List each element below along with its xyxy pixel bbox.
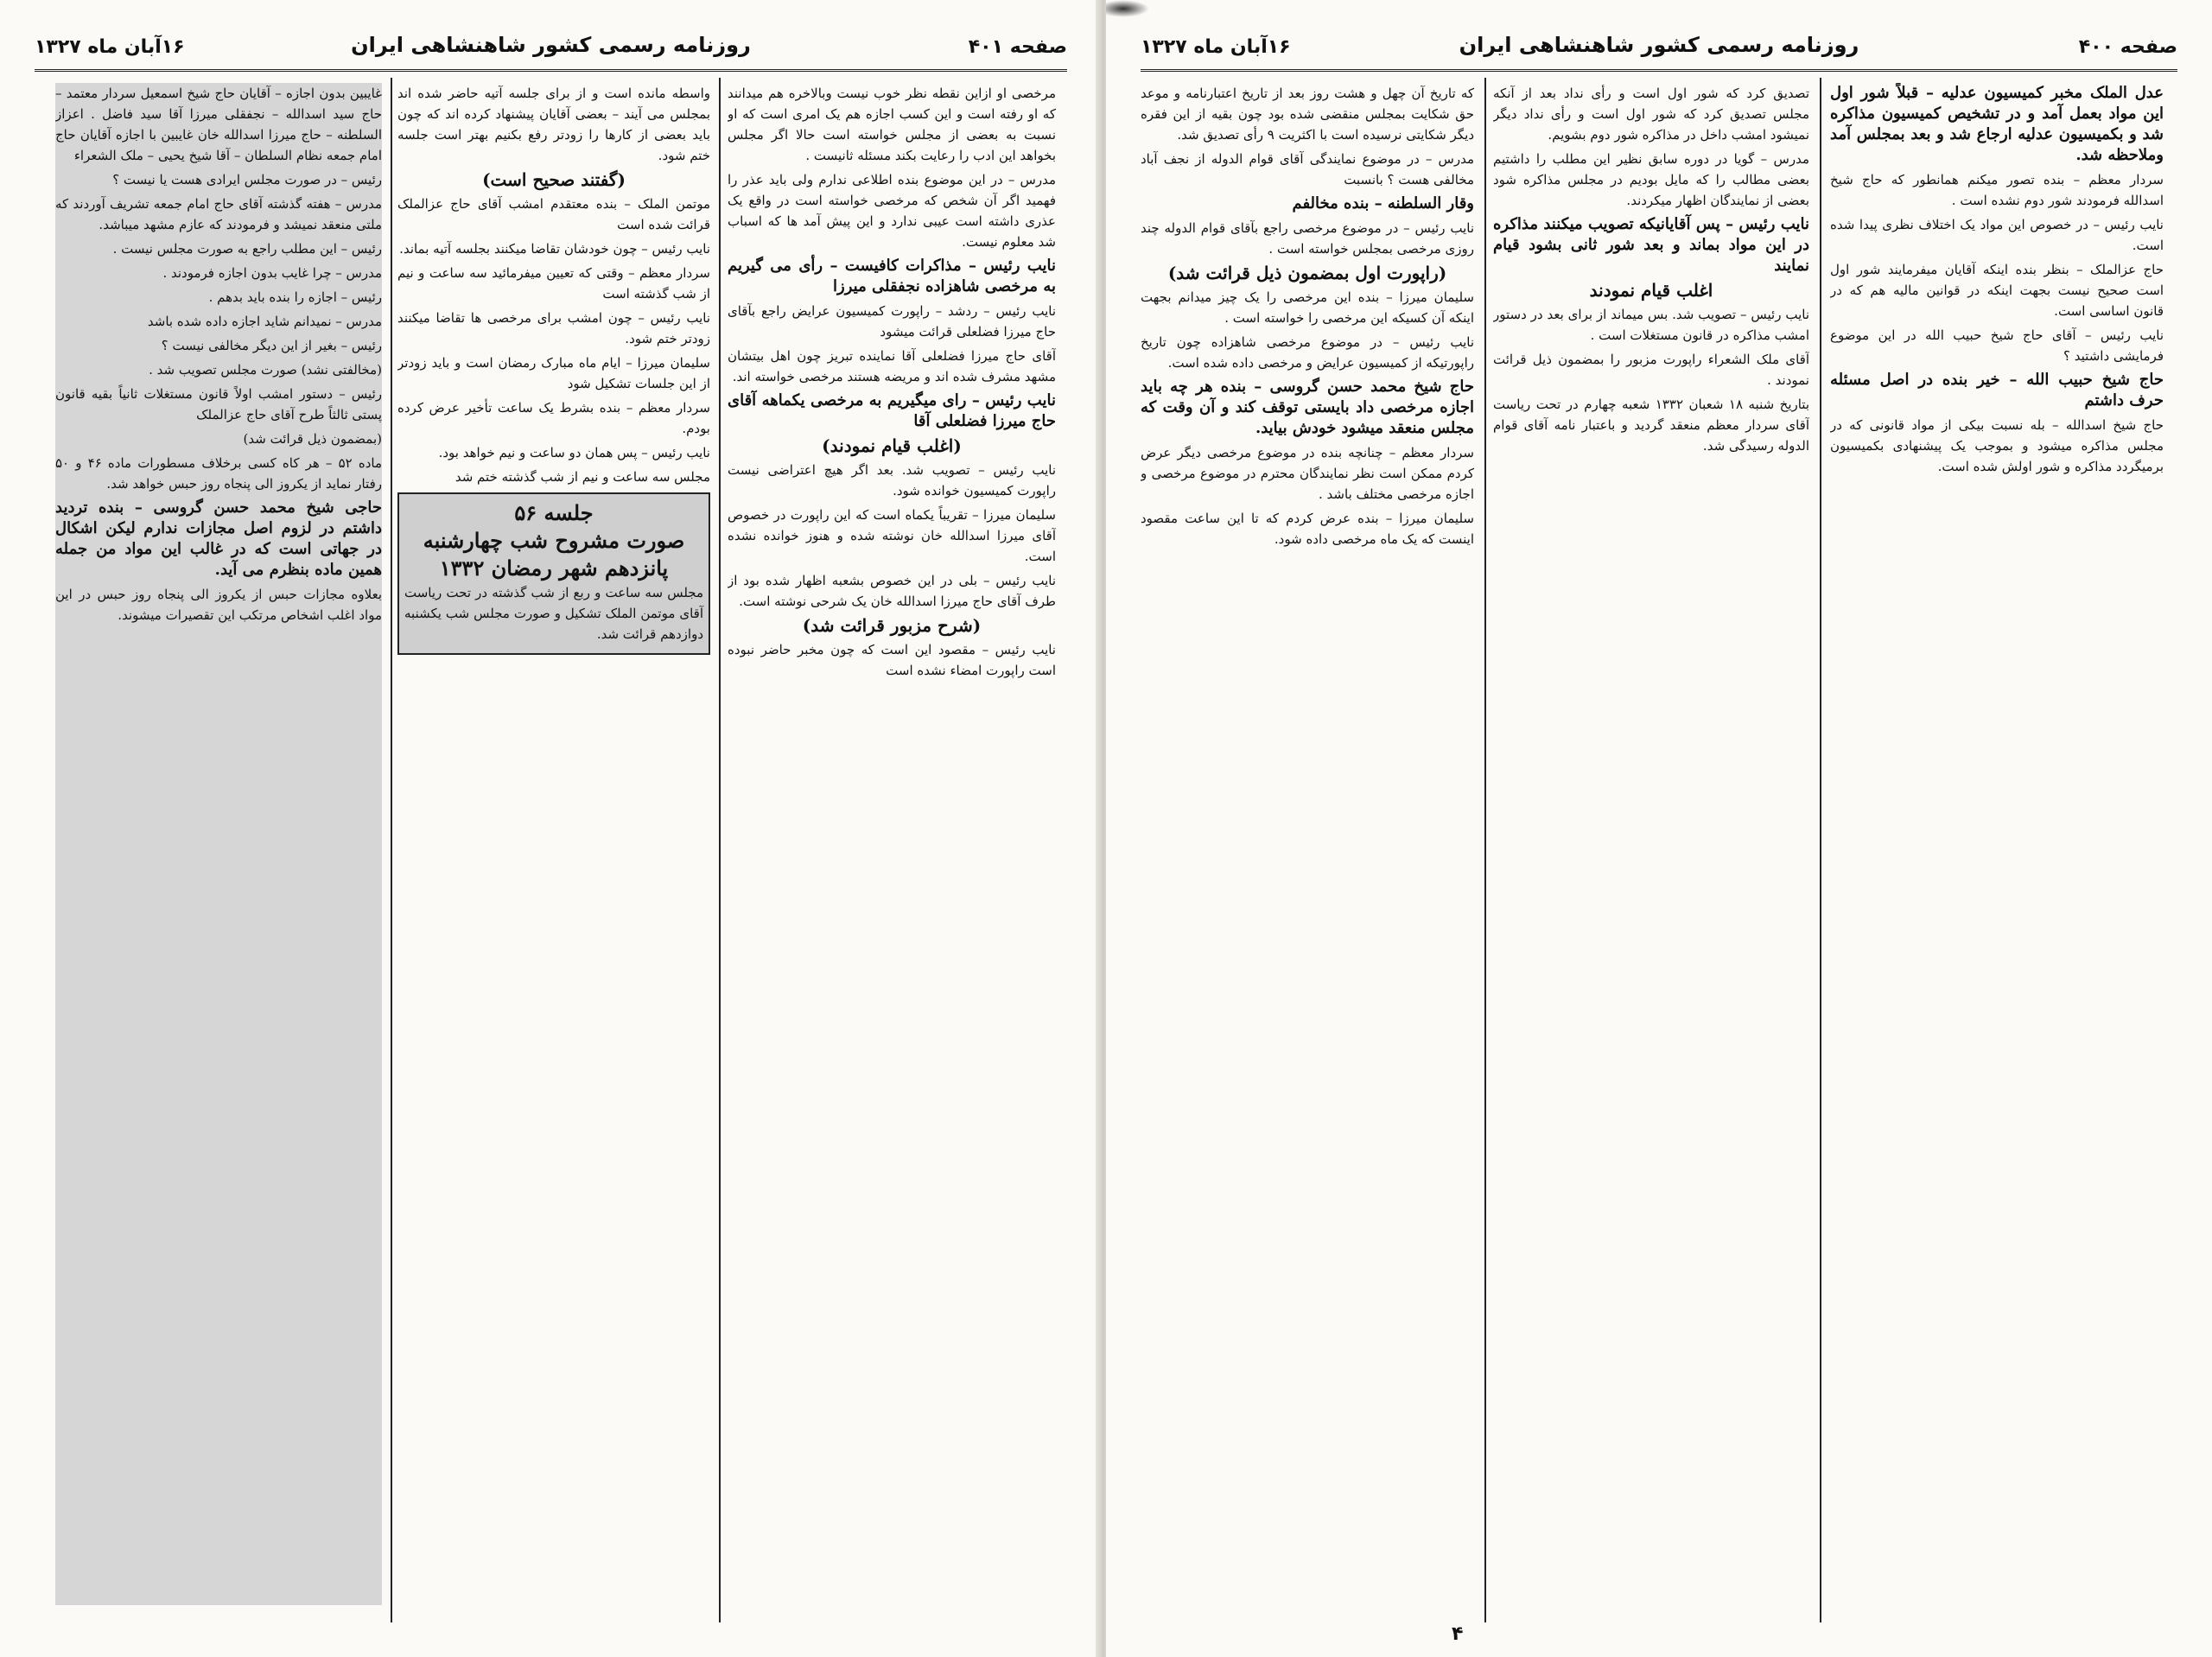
column-divider: [391, 78, 392, 1622]
paragraph: رئیس – دستور امشب اولاً قانون مستغلات ثانیاً بقیه قانون پستی ثالثاً طرح آقای حاج عزالملک: [55, 386, 382, 422]
paragraph: بعلاوه مجازات حبس از یکروز الی پنجاه روز حبس در این مواد اغلب اشخاص مرتکب این تقصیرات میشوند.: [55, 587, 382, 623]
paragraph: مدرس – در موضوع نمایندگی آقای قوام الدوله از نجف آباد مخالفی هست ؟ بانسبت: [1141, 151, 1474, 187]
paragraph: نایب رئیس – چون خودشان تقاضا میکنند بجلسه آتیه بماند.: [399, 241, 710, 257]
paragraph: غایبین بدون اجازه – آقایان حاج شیخ اسمعیل سردار معتمد – حاج سید اسدالله – نجفقلی میرزا آقا سید فاضل . اعزاز السلطنه – حاج میرزا اسدالله خان غایبین با اجازه آقایان حاج امام جمعه نظام السلطان – آقا شیخ یحیی – ملک الشعراء: [55, 86, 382, 163]
note-line: (شرح مزبور قرائت شد): [802, 615, 982, 636]
session-heading-box: [397, 492, 710, 655]
paragraph: رئیس – اجازه را بنده باید بدهم .: [208, 289, 382, 305]
paragraph: مدرس – چرا غایب بدون اجازه فرمودند .: [162, 265, 382, 281]
speaker-line: نایب رئیس – مذاکرات کافیست – رأی می گیریم به مرخصی شاهزاده نجفقلی میرزا: [728, 257, 1056, 295]
note-line: (اغلب قیام نمودند): [822, 435, 962, 456]
left-header-title: روزنامه رسمی کشور شاهنشاهی ایران: [351, 33, 751, 57]
session-intro: مجلس سه ساعت و ربع از شب گذشته در تحت ریاست آقای موتمن الملک تشکیل و صورت مجلس شب یکشنبه دوازدهم قرائت شد.: [404, 585, 703, 642]
paragraph: واسطه مانده است و از برای جلسه آتیه حاضر شده اند بمجلس می آیند – بعضی آقایان پیشنهاد کرده اند که چون باید بعضی از کارها را زودتر رفع بکنیم بهتر است جلسه ختم شود.: [397, 86, 710, 163]
paragraph: مجلس سه ساعت و نیم از شب گذشته ختم شد: [454, 469, 710, 485]
paragraph: رئیس – بغیر از این دیگر مخالفی نیست ؟: [161, 338, 382, 353]
paragraph: (مخالفتی نشد) صورت مجلس تصویب شد .: [149, 362, 382, 378]
right-page-header: [1141, 24, 2177, 72]
paragraph: سردار معظم – وقتی که تعیین میفرمائید سه ساعت و نیم از شب گذشته است: [397, 265, 710, 302]
speaker-line: حاج شیخ حبیب الله – خیر بنده در اصل مسئله حرف داشتم: [1830, 371, 2164, 409]
paragraph: که تاریخ آن چهل و هشت روز بعد از تاریخ اعتبارنامه و موعد حق شکایت بمجلس منقضی شده بود چون بقیه از این فقره دیگر شکایتی نرسیده است با اکثریت ۹ رأی تصدیق شد.: [1141, 86, 1474, 143]
speaker-line: حاجی شیخ محمد حسن گروسی – بنده تردید داشتم در لزوم اصل مجازات ندارم لیکن اشکال در جهاتی است که در غالب این مواد من جمله همین ماده بنظرم می آید.: [55, 498, 382, 579]
paragraph: نایب رئیس – ردشد – راپورت کمیسیون عرایض راجع بآقای حاج میرزا فضلعلی قرائت میشود: [728, 303, 1056, 340]
paragraph: نایب رئیس – تصویب شد. بس میماند از برای بعد در دستور امشب مذاکره در قانون مستغلات است .: [1493, 307, 1809, 343]
paragraph: سلیمان میرزا – تقریباً یکماه است که این راپورت در خصوص آقای میرزا اسدالله خان نوشته شده و هنوز خوانده نشده است.: [728, 507, 1056, 564]
left-header-date: ۱۶آبان ماه ۱۳۲۷: [35, 36, 185, 58]
paragraph: نایب رئیس – در موضوع مرخصی شاهزاده چون تاریخ راپورتیکه از کمیسیون عرایض و مرخصی داده شده است.: [1141, 334, 1474, 371]
session-title: صورت مشروح شب چهارشنبه پانزدهم شهر رمضان ۱۳۳۲: [423, 528, 685, 581]
right-column-right: [1830, 83, 2164, 1605]
right-header-date: ۱۶آبان ماه ۱۳۲۷: [1141, 36, 1291, 58]
left-page-header: [35, 24, 1067, 72]
speaker-line: وقار السلطنه – بنده مخالفم: [1292, 194, 1474, 213]
left-column-left: [55, 83, 382, 1605]
note-line: (گفتند صحیح است): [482, 169, 626, 190]
paragraph: نایب رئیس – پس همان دو ساعت و نیم خواهد بود.: [438, 445, 710, 460]
paragraph: نایب رئیس – مقصود این است که چون مخبر حاضر نبوده است راپورت امضاء نشده است: [728, 642, 1056, 678]
paragraph: آقای حاج میرزا فضلعلی آقا نماینده تبریز چون اهل بیتشان مشهد مشرف شده اند و مریضه هستند مرخصی خواسته اند.: [728, 348, 1056, 384]
speaker-line: نایب رئیس – رای میگیریم به مرخصی یکماهه آقای حاج میرزا فضلعلی آقا: [728, 391, 1056, 430]
paragraph: نایب رئیس – تصویب شد. بعد اگر هیچ اعتراضی نیست راپورت کمیسیون خوانده شود.: [728, 462, 1056, 498]
speaker-line: حاج شیخ محمد حسن گروسی – بنده هر چه باید اجازه مرخصی داد بایستی توقف کند و آن وقت که مجلس منعقد میشود خودش بیاید.: [1141, 378, 1474, 437]
paragraph: حاج شیخ اسدالله – بله نسبت بیکی از مواد قانونی که در مجلس مذاکره میشود و بموجب یک پیشنهادی بکمیسیون برمیگردد مذاکره و شور اولش شده است.: [1830, 417, 2164, 474]
right-column-left: [1141, 83, 1474, 1605]
session-number: جلسه ۵۶: [514, 500, 594, 525]
paragraph: سردار معظم – بنده تصور میکنم همانطور که حاج شیخ اسدالله فرمودند شور دوم نشده است .: [1830, 172, 2164, 208]
right-newspaper-page: [1106, 0, 2212, 1657]
note-line: (راپورت اول بمضمون ذیل قرائت شد): [1167, 263, 1447, 283]
right-column-middle: [1493, 83, 1809, 1605]
paragraph: مرخصی او ازاین نقطه نظر خوب نیست وبالاخره هم میدانند که او رفته است و این کسب اجازه هم یک امری است که او نسبت به بعضی از مجلس خواسته است حالا اگر مجلس بخواهد این ادب را رعایت بکند مسئله ثانیست .: [728, 86, 1056, 163]
speaker-line: نایب رئیس – پس آقایانیکه تصویب میکنند مذاکره در این مواد بماند و بعد شور ثانی بشود قیام نمایند: [1493, 215, 1809, 275]
paragraph: مدرس – هفته گذشته آقای حاج امام جمعه تشریف آوردند که ملتی منعقد نمیشد و فرمودند که عازم مشهد میباشد.: [55, 196, 382, 232]
right-header-page-number: صفحه ۴۰۰: [2078, 36, 2177, 58]
paragraph: مدرس – در این موضوع بنده اطلاعی ندارم ولی باید عذر را فهمید اگر آن شخص که مرخصی خواسته است در واقع یک عذری داشته است عیبی ندارد و این پیش آمد ها که اسباب شد معلوم نیست.: [728, 172, 1056, 250]
paragraph: (بمضمون ذیل قرائت شد): [243, 431, 382, 447]
paragraph: نایب رئیس – چون امشب برای مرخصی ها تقاضا میکنند زودتر ختم شود.: [397, 310, 710, 346]
paragraph: سلیمان میرزا – بنده عرض کردم که تا این ساعت مقصود اینست که یک ماه مرخصی داده شود.: [1141, 511, 1474, 547]
paragraph: سردار معظم – چنانچه بنده در موضوع مرخصی دیگر عرض کردم ممکن است نظر نمایندگان محترم در موضوع مرخصی و اجازه مرخصی مختلف باشد .: [1141, 445, 1474, 502]
paragraph: ماده ۵۲ – هر کاه کسی برخلاف مسطورات ماده ۴۶ و ۵۰ رفتار نماید از یکروز الی پنجاه روز حبس خواهد شد.: [55, 455, 382, 492]
paragraph: تصدیق کرد که شور اول است و رأی نداد بعد از آنکه مجلس تصدیق کرد که شور اول است و رأی نداد دیگر نمیشود امشب داخل در مذاکره شور دوم بشویم.: [1493, 86, 1809, 143]
speaker-line: عدل الملک مخبر کمیسیون عدلیه – قبلاً شور اول این مواد بعمل آمد و در تشخیص کمیسیون مذاکره شد و بکمیسیون عدلیه ارجاع شد و بعد بمجلس آمد وملاحظه شد.: [1830, 84, 2164, 164]
paragraph: رئیس – در صورت مجلس ایرادی هست یا نیست ؟: [112, 172, 382, 187]
right-header-title: روزنامه رسمی کشور شاهنشاهی ایران: [1459, 33, 1859, 57]
paragraph: مدرس – گویا در دوره سابق نظیر این مطلب را داشتیم بعضی مطالب را که مایل بودیم در مجلس مذاکره شود بعضی از نمایندگان اظهار میکردند.: [1493, 151, 1809, 208]
paragraph: رئیس – این مطلب راجع به صورت مجلس نیست .: [112, 241, 382, 257]
paragraph: مدرس – نمیدانم شاید اجازه داده شده باشد: [147, 314, 382, 329]
paragraph: نایب رئیس – در خصوص این مواد یک اختلاف نظری پیدا شده است.: [1830, 217, 2164, 253]
paragraph: سردار معظم – بنده بشرط یک ساعت تأخیر عرض کرده بودم.: [397, 400, 710, 436]
column-divider: [719, 78, 721, 1622]
paragraph: حاج عزالملک – بنظر بنده اینکه آقایان میفرمایند شور اول است صحیح نیست بجهت اینکه در قوانین مالیه هم که در قانون اساسی است.: [1830, 262, 2164, 319]
paragraph: نایب رئیس – بلی در این خصوص بشعبه اظهار شده بود از طرف آقای حاج میرزا اسدالله خان یک شرحی نوشته است.: [728, 573, 1056, 609]
column-divider: [1484, 78, 1486, 1622]
column-divider: [1820, 78, 1821, 1622]
page-footer-number: ۴: [1452, 1623, 1464, 1645]
paragraph: موتمن الملک – بنده معتقدم امشب آقای حاج عزالملک قرائت شده است: [397, 196, 710, 232]
left-column-right: [728, 83, 1056, 1605]
paragraph: نایب رئیس – در موضوع مرخصی راجع بآقای قوام الدوله چند روزی مرخصی بمجلس خواسته است .: [1141, 220, 1474, 257]
left-column-middle: [397, 83, 710, 1605]
ink-blot: [1106, 0, 1149, 17]
paragraph: نایب رئیس – آقای حاج شیخ حبیب الله در این موضوع فرمایشی داشتید ؟: [1830, 327, 2164, 364]
paragraph: سلیمان میرزا – بنده این مرخصی را یک چیز میدانم بجهت اینکه آن کسیکه این مرخصی را خواسته است .: [1141, 289, 1474, 326]
paragraph: بتاریخ شنبه ۱۸ شعبان ۱۳۳۲ شعبه چهارم در تحت ریاست آقای سردار معظم منعقد گردید و باعتبار نامه آقای قوام الدوله رسیدگی شد.: [1493, 397, 1809, 454]
note-line: اغلب قیام نمودند: [1589, 280, 1713, 301]
left-newspaper-page: [0, 0, 1102, 1657]
paragraph: آقای ملک الشعراء راپورت مزبور را بمضمون ذیل قرائت نمودند .: [1493, 352, 1809, 388]
left-header-page-number: صفحه ۴۰۱: [968, 36, 1067, 58]
paragraph: سلیمان میرزا – ایام ماه مبارک رمضان است و باید زودتر از این جلسات تشکیل شود: [397, 355, 710, 391]
